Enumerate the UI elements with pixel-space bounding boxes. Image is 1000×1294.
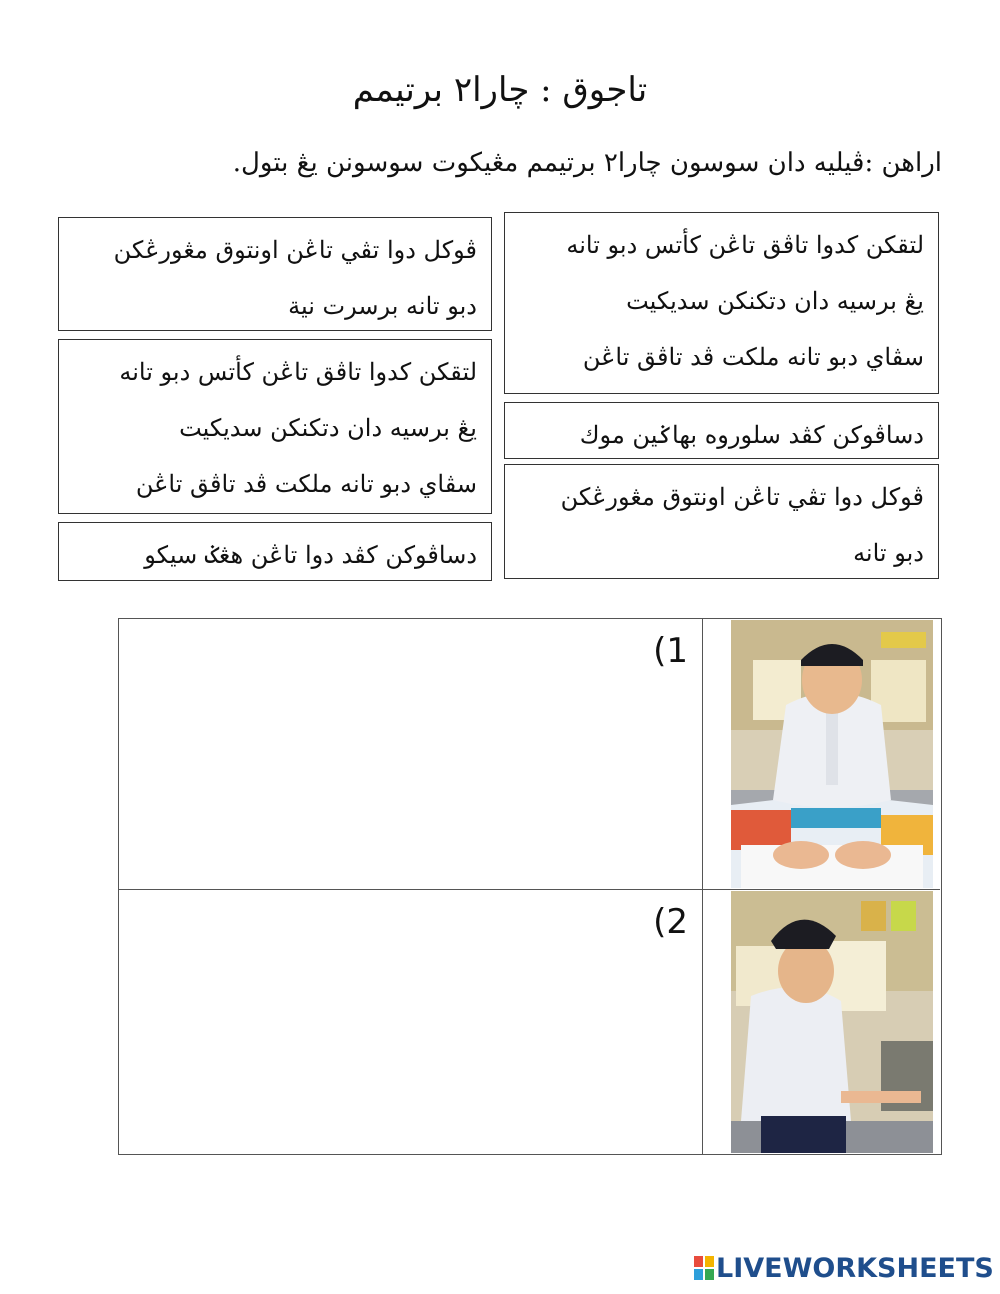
table-row — [119, 619, 940, 890]
card-line: دساڤوكن كڤد سلوروه بهاݢين موك — [579, 421, 924, 449]
card-line: يڠ برسيه دان دتكنكن سديكيت — [626, 287, 924, 315]
answer-card[interactable] — [58, 217, 492, 331]
card-line: ڤوكل دوا تڤي تاڠن اونتوق مڠورڠكن — [560, 483, 924, 511]
table-row — [119, 890, 940, 1154]
answer-card[interactable] — [58, 522, 492, 581]
instruction-text: اراهن :ڤيليه دان سوسون چارا٢ برتيمم مڠيكوت سوسونن يڠ بتول. — [232, 148, 942, 178]
card-line: سڤاي دبو تانه ملكت ڤد تاڤق تاڠن — [582, 343, 924, 371]
liveworksheets-logo — [694, 1252, 994, 1284]
card-line: لتقكن كدوا تاڤق تاڠن كأتس دبو تانه — [119, 358, 477, 386]
answer-card[interactable] — [504, 212, 939, 394]
drop-zone-2[interactable] — [119, 890, 703, 1154]
boy-hands-on-dust-photo — [731, 620, 933, 888]
answer-card[interactable] — [504, 402, 939, 459]
boy-tapping-hands-photo — [731, 891, 933, 1153]
card-line: دبو تانه برسرت نية — [288, 292, 477, 320]
answer-card[interactable] — [58, 339, 492, 514]
card-line: سڤاي دبو تانه ملكت ڤد تاڤق تاڠن — [135, 470, 477, 498]
card-line: يڠ برسيه دان دتكنكن سديكيت — [179, 414, 477, 442]
step-number: (1 — [653, 631, 688, 671]
drop-zone-1[interactable] — [119, 619, 703, 889]
brand-name: LIVEWORKSHEETS — [716, 1252, 994, 1284]
page-title: تاجوق : چارا٢ برتيمم — [352, 70, 648, 110]
card-line: ڤوكل دوا تڤي تاڠن اونتوق مڠورڠكن — [113, 236, 477, 264]
answer-card[interactable] — [504, 464, 939, 579]
card-line: لتقكن كدوا تاڤق تاڠن كأتس دبو تانه — [566, 231, 924, 259]
card-line: دساڤوكن كڤد دوا تاڠن هڠݢ سيكو — [144, 541, 477, 569]
liveworksheets-icon — [694, 1256, 714, 1280]
card-line: دبو تانه — [853, 539, 924, 567]
answer-table — [118, 618, 942, 1155]
step-number: (2 — [653, 902, 688, 942]
